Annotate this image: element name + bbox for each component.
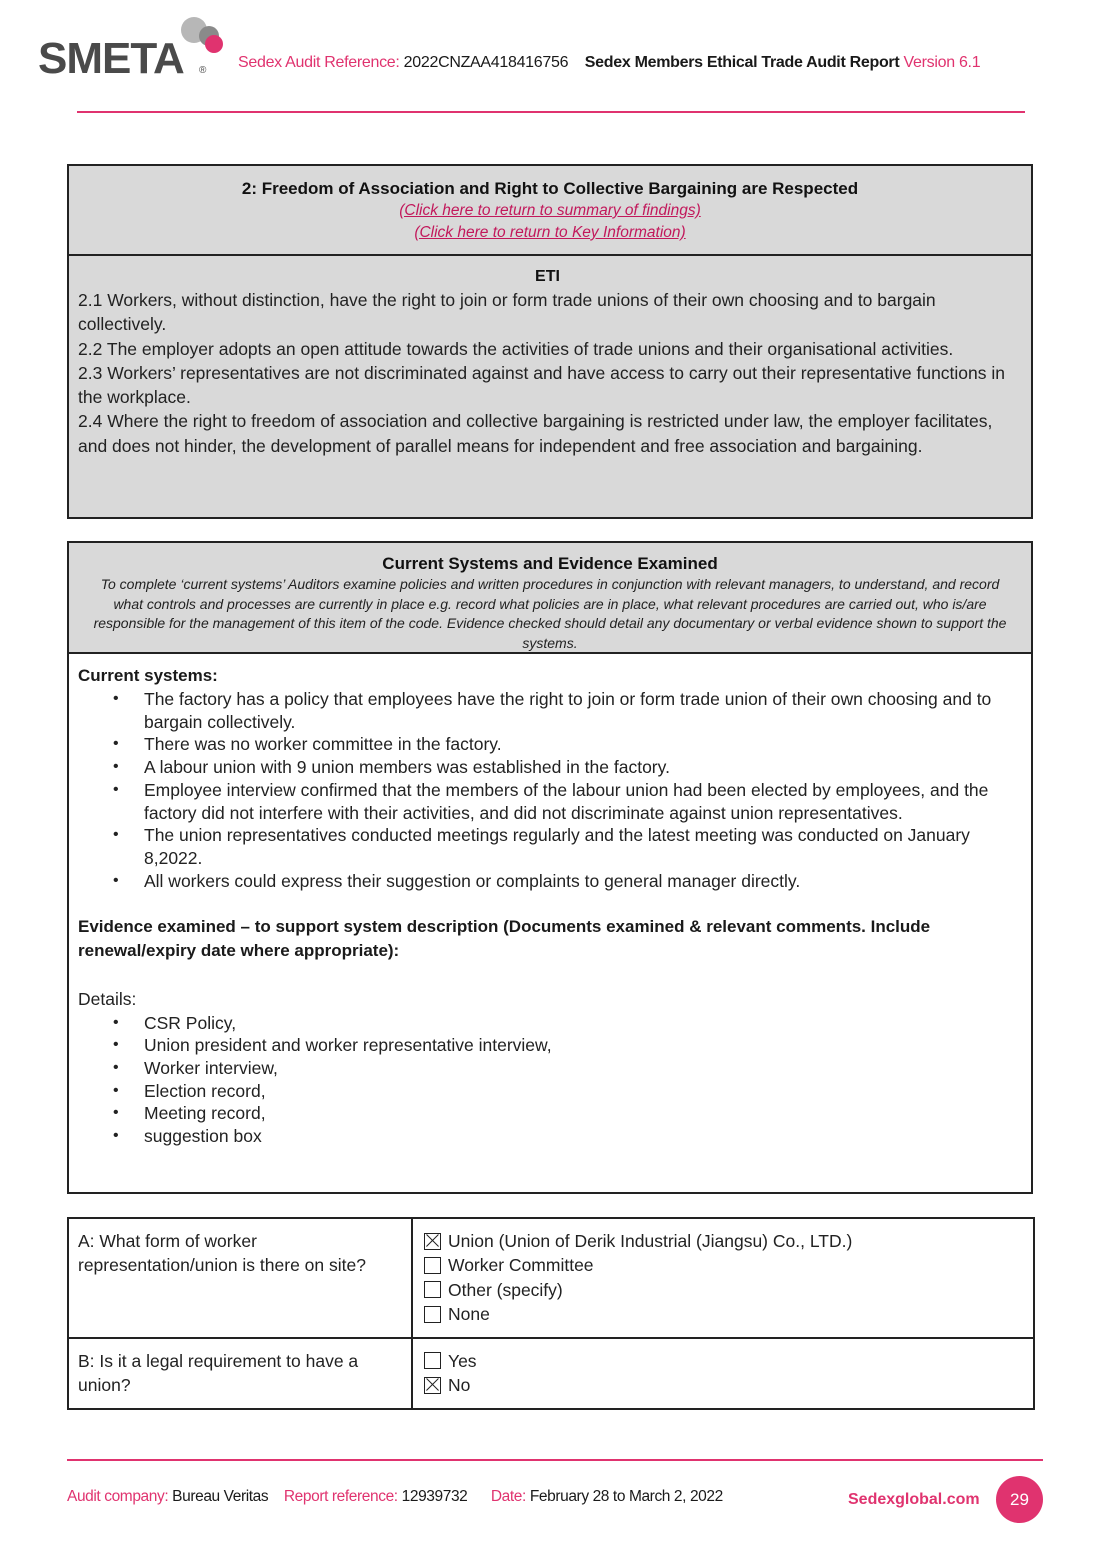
table-row: [68, 1338, 1034, 1409]
option-label: Other (specify): [448, 1279, 563, 1300]
list-item: • The factory has a policy that employees have the right to join or form trade union of their own choosing and to bargain collectively.: [144, 688, 1021, 733]
option-worker-committee[interactable]: [424, 1253, 1023, 1277]
list-item: • Employee interview confirmed that the members of the labour union had been elected by employees, and the factory did not interfere with their activities, and did not discriminate against union representatives.: [144, 779, 1021, 824]
list-item: • The union representatives conducted meetings regularly and the latest meeting was conducted on January 8,2022.: [144, 824, 1021, 869]
systems-body: [69, 654, 1031, 1148]
checkbox-empty-icon[interactable]: [424, 1352, 441, 1369]
audit-company-label: Audit company:: [67, 1488, 169, 1505]
list-item: • All workers could express their suggestion or complaints to general manager directly.: [144, 870, 1021, 893]
date-value: February 28 to March 2, 2022: [529, 1488, 723, 1505]
list-item: • Union president and worker representative interview,: [144, 1034, 1021, 1057]
answer-b: [412, 1338, 1034, 1409]
evidence-label: Evidence examined – to support system description (Documents examined & relevant comments. Include renewal/expiry date where appropriate):: [78, 917, 931, 961]
checkbox-empty-icon[interactable]: [424, 1281, 441, 1298]
systems-instruction: To complete ‘current systems’ Auditors examine policies and written procedures in conjunction with relevant managers, to understand, and record what controls and processes are currently in place e.g. record what policies are in place, what relevant procedures are carried out, who is/are responsible for the management of this item of the code. Evidence checked should detail any documentary or verbal evidence shown to support the systems.: [93, 576, 1007, 651]
list-item: • suggestion box: [144, 1125, 1021, 1148]
eti-clause-2-2: 2.2 The employer adopts an open attitude towards the activities of trade unions and their organisational activities.: [78, 338, 954, 359]
current-systems-list: [78, 688, 1021, 892]
question-b: B: Is it a legal requirement to have a union?: [68, 1338, 412, 1409]
section-box: [67, 164, 1033, 519]
option-label: Worker Committee: [448, 1255, 594, 1276]
option-yes[interactable]: [424, 1349, 1023, 1373]
page-number: 29: [996, 1476, 1043, 1523]
key-info-link[interactable]: (Click here to return to Key Information): [414, 224, 686, 241]
summary-link[interactable]: (Click here to return to summary of findings): [399, 202, 701, 219]
systems-heading: Current Systems and Evidence Examined: [382, 554, 718, 573]
header-divider: [77, 111, 1025, 113]
list-item: • Election record,: [144, 1080, 1021, 1103]
logo-dot-pink: [205, 35, 223, 53]
page-footer: [67, 1488, 723, 1506]
question-a: A: What form of worker representation/union is there on site?: [68, 1218, 412, 1338]
systems-header: [69, 543, 1031, 654]
checkbox-empty-icon[interactable]: [424, 1257, 441, 1274]
option-label: No: [448, 1374, 471, 1395]
report-version: Version 6.1: [903, 54, 981, 71]
report-title: Sedex Members Ethical Trade Audit Report: [584, 54, 900, 71]
eti-clause-2-4: 2.4 Where the right to freedom of association and collective bargaining is restricted under law, the employer facilitates, and does not hinder, the development of parallel means for independent and free association and bargaining.: [78, 411, 993, 456]
eti-block: [69, 256, 1031, 458]
checkbox-empty-icon[interactable]: [424, 1306, 441, 1323]
audit-ref-value: 2022CNZAA418416756: [403, 54, 569, 71]
page-header: [0, 0, 1102, 120]
option-label: Union (Union of Derik Industrial (Jiangsu) Co., LTD.): [448, 1231, 853, 1251]
report-reference-label: Report reference:: [283, 1488, 398, 1505]
eti-clause-2-1: 2.1 Workers, without distinction, have the right to join or form trade unions of their own choosing and to bargain collectively.: [78, 290, 936, 335]
option-label: None: [448, 1304, 490, 1325]
section-title: 2: Freedom of Association and Right to Collective Bargaining are Respected: [241, 179, 859, 198]
checkbox-checked-icon[interactable]: [424, 1377, 441, 1394]
option-label: Yes: [448, 1350, 477, 1371]
list-item: • Meeting record,: [144, 1102, 1021, 1125]
eti-heading: ETI: [535, 268, 560, 285]
header-reference-line: [238, 54, 980, 72]
answer-a: [412, 1218, 1034, 1338]
systems-box: [67, 541, 1033, 1194]
footer-divider: [67, 1459, 1043, 1461]
table-row: [68, 1218, 1034, 1338]
current-systems-label: Current systems:: [78, 666, 218, 685]
details-list: [78, 1012, 1021, 1148]
details-label: Details:: [78, 989, 137, 1010]
eti-clause-2-3: 2.3 Workers’ representatives are not discriminated against and have access to carry out their representative functions in the workplace.: [78, 362, 1005, 408]
report-reference-value: 12939732: [401, 1488, 468, 1505]
checkbox-checked-icon[interactable]: [424, 1233, 441, 1250]
option-union[interactable]: [424, 1229, 1023, 1253]
section-title-block: [69, 166, 1031, 256]
logo-reg-mark: ®: [199, 65, 207, 76]
list-item: • Worker interview,: [144, 1057, 1021, 1080]
list-item: • CSR Policy,: [144, 1012, 1021, 1035]
sedex-website[interactable]: Sedexglobal.com: [848, 1491, 980, 1508]
list-item: • There was no worker committee in the factory.: [144, 733, 1021, 756]
audit-company-value: Bureau Veritas: [172, 1488, 269, 1505]
option-other[interactable]: [424, 1278, 1023, 1302]
union-questions-table: [67, 1217, 1035, 1410]
date-label: Date:: [490, 1488, 526, 1505]
option-no[interactable]: [424, 1373, 1023, 1397]
logo-text: SMETA: [38, 34, 184, 83]
list-item: • A labour union with 9 union members was established in the factory.: [144, 756, 1021, 779]
audit-ref-label: Sedex Audit Reference:: [238, 54, 400, 71]
option-none[interactable]: [424, 1302, 1023, 1326]
smeta-logo: [38, 30, 228, 86]
